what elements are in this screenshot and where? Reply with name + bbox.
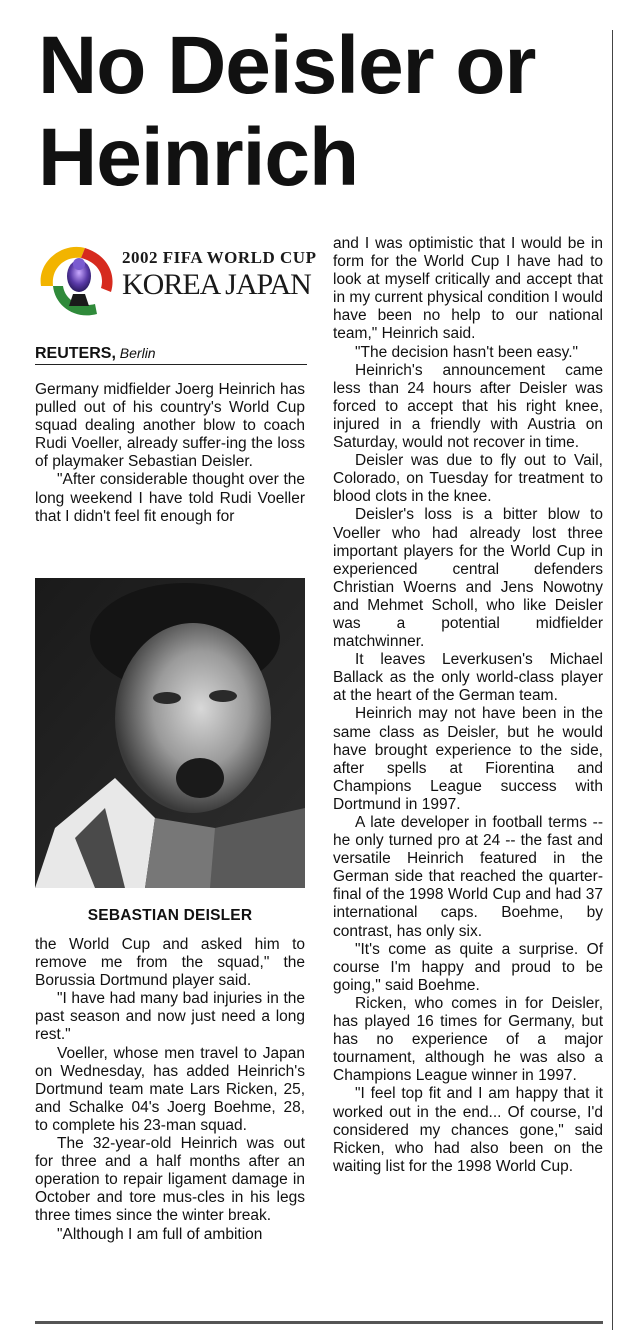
logo-text — [122, 248, 316, 302]
column-divider — [612, 30, 613, 1330]
paragraph: It leaves Leverkusen's Michael Ballack as the only world-class player at the heart of the German team. — [333, 651, 603, 705]
paragraph: Deisler's loss is a bitter blow to Voeller who had already lost three important players for the World Cup in experienced central defenders Christian Woerns and Jens Nowotny and Mehmet Scholl, who like Deisler was a potential midfielder matchwinner. — [333, 506, 603, 651]
paragraph: and I was optimistic that I would be in form for the World Cup I have had to look at myself critically and accept that in my current physical condition I would have been no help to our national team," Heinrich said. — [333, 235, 603, 343]
paragraph: "After considerable thought over the long weekend I have told Rudi Voeller that I didn't feel fit enough for — [35, 471, 305, 525]
paragraph: "Although I am full of ambition — [57, 1225, 263, 1243]
byline-city: Berlin — [119, 345, 156, 361]
player-photo — [35, 578, 305, 888]
paragraph: Germany midfielder Joerg Heinrich has pulled out of his country's World Cup squad dealing another blow to coach Rudi Voeller, already suffer-ing the loss of playmaker Sebastian Deisler. — [35, 381, 305, 471]
logo-line-1: 2002 FIFA WORLD CUP — [122, 248, 317, 267]
paragraph: Deisler was due to fly out to Vail, Colorado, on Tuesday for treatment to blood clots in the knee. — [333, 452, 603, 506]
paragraph: Ricken, who comes in for Deisler, has played 16 times for Germany, but has no experience of a major tournament, although he was also a Champions League winner in 1997. — [333, 994, 603, 1085]
byline-rule — [35, 364, 307, 365]
paragraph: A late developer in football terms -- he only turned pro at 24 -- the fast and versatile Heinrich featured in the German side that reached the quarter-final of the 1998 World Cup and had 37 international caps. Boehme, by contrast, has only six. — [333, 814, 603, 940]
column-2 — [333, 235, 603, 1176]
paragraph: Voeller, whose men travel to Japan on Wednesday, has added Heinrich's Dortmund team mate Lars Ricken, 25, and Schalke 04's Joerg Boehme, 28, to complete his 23-man squad. — [35, 1044, 305, 1134]
column-1-bottom — [35, 936, 305, 1244]
paragraph: the World Cup and asked him to remove me from the squad," the Borussia Dortmund player said. — [35, 936, 305, 990]
logo-line-2: KOREA JAPAN — [122, 268, 311, 301]
bottom-rule — [35, 1321, 603, 1324]
paragraph: The 32-year-old Heinrich was out for three and a half months after an operation to repair ligament damage in October and tore mus-cles in his legs three times since the winter break. — [35, 1135, 305, 1225]
paragraph: "I feel top fit and I am happy that it worked out in the end... Of course, I'd considered my chances gone," said Ricken, who had also been on the waiting list for the 1998 World Cup. — [333, 1085, 603, 1175]
paragraph: "I have had many bad injuries in the past season and now just need a long rest." — [35, 990, 305, 1044]
paragraph: "It's come as quite a surprise. Of course I'm happy and proud to be going," said Boehme. — [333, 940, 603, 994]
column-1-top — [35, 381, 305, 526]
byline-agency: REUTERS, — [35, 345, 116, 362]
paragraph: "The decision hasn't been easy." — [355, 343, 579, 361]
byline — [35, 344, 156, 363]
paragraph: Heinrich may not have been in the same class as Deisler, but he would have brought experience to the side, after spells at Fiorentina and Champions League success with Dortmund in 1997. — [333, 705, 603, 813]
paragraph: Heinrich's announcement came less than 24 hours after Deisler was forced to accept that his right knee, injured in a friendly with Austria on Saturday, would not recover in time. — [333, 361, 603, 452]
headline: No Deisler or Heinrich — [38, 20, 536, 203]
photo-caption: SEBASTIAN DEISLER — [87, 907, 253, 924]
